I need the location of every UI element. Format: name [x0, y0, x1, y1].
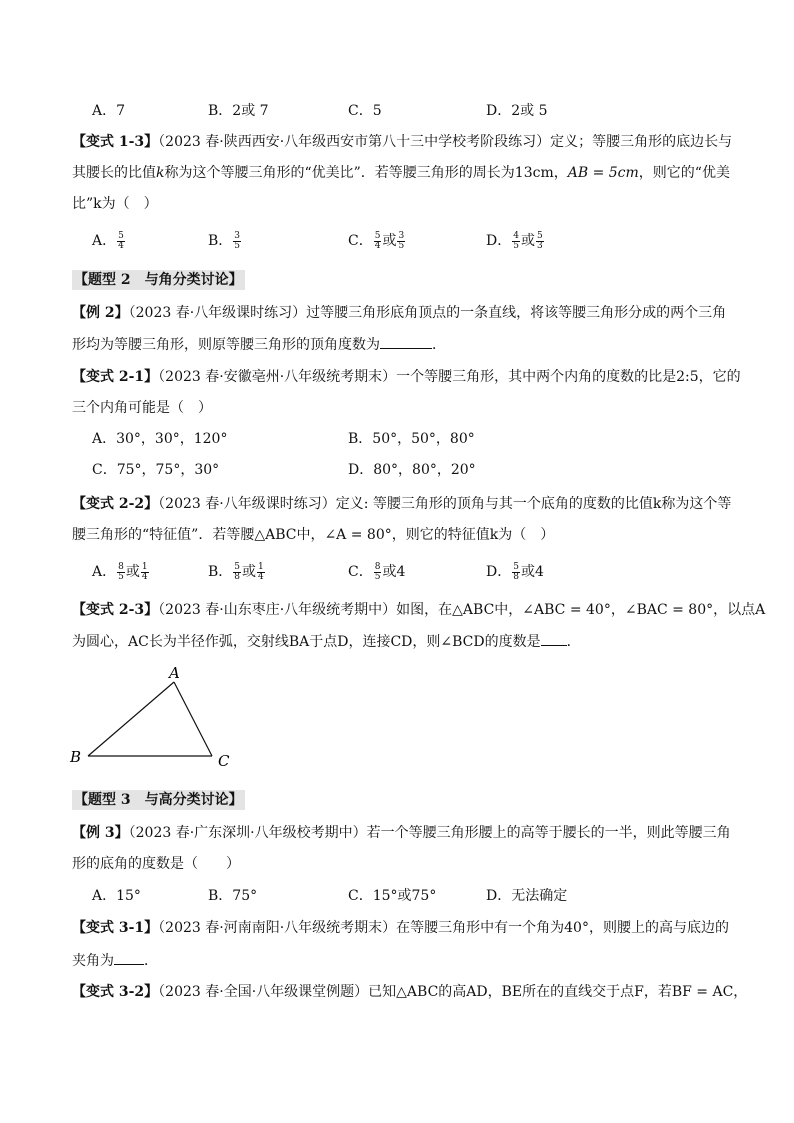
triangle-figure	[66, 660, 246, 770]
variant-1-3-line-2: 其腰长的比值k称为这个等腰三角形的“优美比”．若等腰三角形的周长为13cm，AB = 5cm，则它的“优美	[72, 165, 730, 181]
answer-blank[interactable]	[114, 950, 144, 965]
answer-blank[interactable]	[380, 334, 432, 349]
variant-3-2-line-1: 【变式 3-2】（2023 春·全国·八年级课堂例题）已知△ABC的高AD，BE所在的直线交于点F，若BF = AC，	[72, 984, 748, 1000]
option-b: B． $\frac{5}{8}$ 或 $\frac{1}{4}$	[208, 561, 264, 582]
option-b: B． $\frac{3}{5}$	[208, 230, 241, 251]
option-a: A．7	[92, 103, 126, 119]
vertex-label-c: C	[218, 752, 230, 770]
option-d: D．80°，80°，20°	[348, 462, 476, 478]
section-heading-2: 【题型 2 与角分类讨论】	[74, 272, 243, 288]
variant-1-3-line-3: 比”k为（ ）	[72, 196, 158, 212]
example-2-line-1: 【例 2】（2023 春·八年级课时练习）过等腰三角形底角顶点的一条直线，将该等腰三角形分成的两个三角	[72, 305, 727, 321]
option-c: C．5	[348, 103, 382, 119]
option-a: A． $\frac{5}{4}$	[92, 230, 124, 251]
variant-2-3-line-2: 为圆心，AC长为半径作弧，交射线BA于点D，连接CD，则∠BCD的度数是 ．	[72, 631, 724, 652]
variant-2-1-line-1: 【变式 2-1】（2023 春·安徽亳州·八年级统考期末）一个等腰三角形，其中两个内角的度数的比是2:5，它的	[72, 369, 741, 385]
option-c: C． $\frac{8}{5}$ 或4	[348, 561, 406, 582]
option-d: D．2或 5	[486, 103, 548, 119]
segment-ba	[88, 682, 174, 756]
variant-1-3-line-1: 【变式 1-3】（2023 春·陕西西安·八年级西安市第八十三中学校考阶段练习）定义；等腰三角形的底边长与	[72, 134, 733, 150]
option-c: C．15°或75°	[348, 888, 437, 904]
option-c: C． $\frac{5}{4}$ 或 $\frac{3}{5}$	[348, 230, 405, 251]
option-d: D． $\frac{4}{5}$ 或 $\frac{5}{3}$	[486, 230, 543, 251]
vertex-label-b: B	[70, 748, 82, 766]
example-2-line-2: 形均为等腰三角形，则原等腰三角形的顶角度数为 ．	[72, 334, 724, 355]
option-b: B．75°	[208, 888, 258, 904]
variant-2-3-line-1: 【变式 2-3】（2023 春·山东枣庄·八年级统考期中）如图，在△ABC中，∠ABC = 40°，∠BAC = 80°，以点A	[72, 602, 766, 618]
option-d: D．无法确定	[486, 888, 568, 904]
example-3-line-1: 【例 3】（2023 春·广东深圳·八年级校考期中）若一个等腰三角形腰上的高等于腰长的一半，则此等腰三角	[72, 825, 731, 841]
option-d: D． $\frac{5}{8}$ 或4	[486, 561, 544, 582]
option-c: C．75°，75°，30°	[92, 462, 220, 478]
segment-ac	[174, 682, 212, 756]
option-b: B．50°，50°，80°	[348, 431, 475, 447]
variant-2-2-line-2: 腰三角形的“特征值”．若等腰△ABC中，∠A = 80°，则它的特征值k为（ ）	[72, 527, 555, 543]
option-a: A． $\frac{8}{5}$ 或 $\frac{1}{4}$	[92, 561, 148, 582]
option-b: B．2或 7	[208, 103, 269, 119]
variant-2-1-line-2: 三个内角可能是（ ）	[72, 400, 212, 416]
example-3-line-2: 形的底角的度数是（ ）	[72, 856, 240, 872]
vertex-label-a: A	[169, 664, 180, 682]
section-heading-3: 【题型 3 与高分类讨论】	[74, 792, 243, 808]
option-a: A．15°	[92, 888, 141, 904]
answer-blank[interactable]	[541, 631, 567, 646]
variant-2-2-line-1: 【变式 2-2】（2023 春·八年级课时练习）定义: 等腰三角形的顶角与其一个底角的度数的比值k称为这个等	[72, 496, 732, 512]
option-a: A．30°，30°，120°	[92, 431, 228, 447]
variant-3-1-line-1: 【变式 3-1】（2023 春·河南南阳·八年级统考期末）在等腰三角形中有一个角为40°，则腰上的高与底边的	[72, 920, 729, 936]
variant-3-1-line-2: 夹角为 ．	[72, 950, 724, 971]
